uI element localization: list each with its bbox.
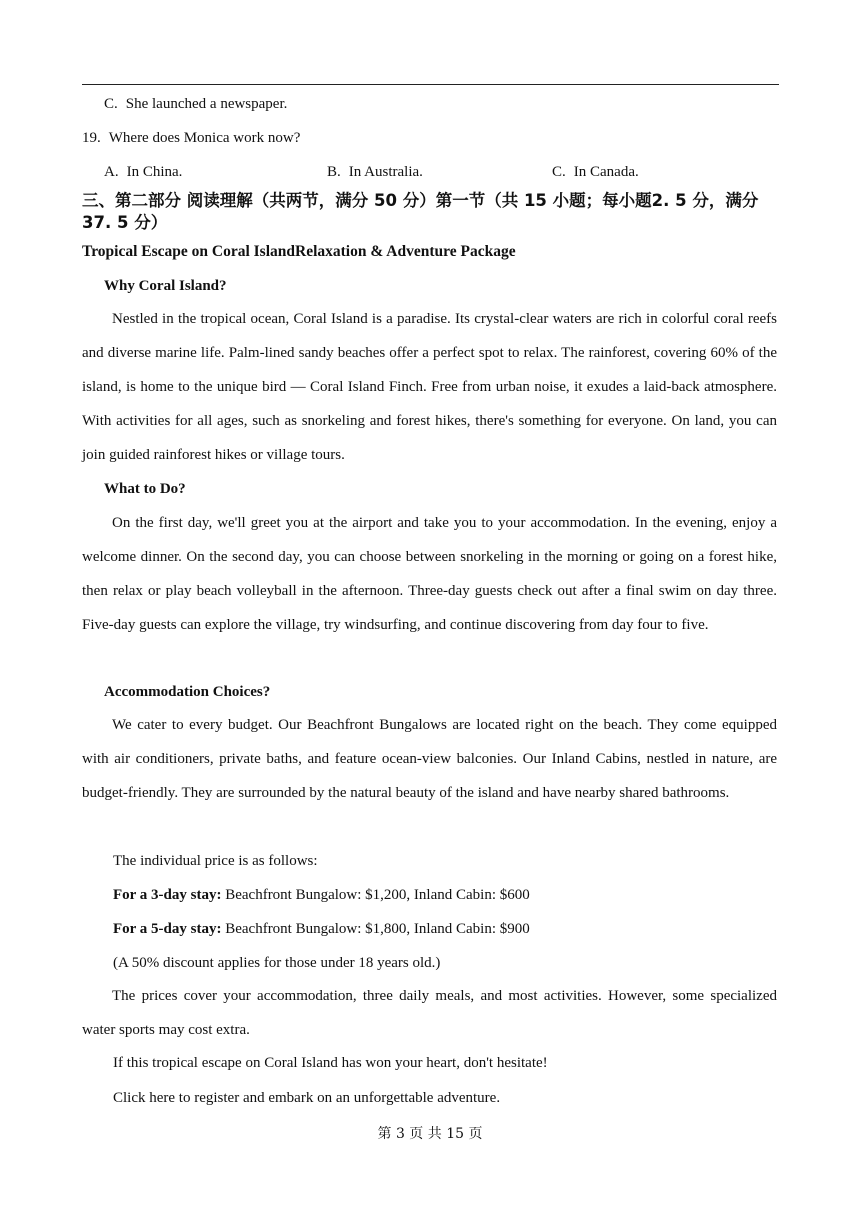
question-text: Where does Monica work now? xyxy=(108,130,301,146)
todo-paragraph: On the first day, we'll greet you at the airport and take you to your accommodation. In the evening, enjoy a welcome dinner. On the second day, you can choose between snorkeling in the morning or going on a forest hike, then relax or play beach volleyball in the afternoon. Three-day guests check out after a final swim on day three. Five-day guests can explore the village, try windsurfing, and continue discovering from day four to five. xyxy=(82,515,777,633)
discount-note: (A 50% discount applies for those under 18 years old.) xyxy=(113,955,441,971)
price-3day xyxy=(113,885,530,905)
article-title: Tropical Escape on Coral IslandRelaxation & Adventure Package xyxy=(82,243,516,260)
q19-option-a xyxy=(104,162,182,182)
q19-option-c xyxy=(552,162,639,182)
section-header-line1: 三、第二部分 阅读理解（共两节，满分 50 分）第一节（共 15 小题；每小题2. 5 分，满分 xyxy=(82,191,759,210)
header-rule xyxy=(82,84,779,85)
price-5day-label: For a 5-day stay: xyxy=(113,921,222,937)
q19-option-b xyxy=(327,162,423,182)
option-text: She launched a newspaper. xyxy=(125,96,288,112)
price-5day xyxy=(113,919,530,939)
option-label: C. xyxy=(552,164,566,180)
q18-option-c xyxy=(104,94,287,114)
section-header xyxy=(82,190,782,234)
option-text: In Canada. xyxy=(573,164,639,180)
option-label: A. xyxy=(104,164,119,180)
option-label: B. xyxy=(327,164,341,180)
option-text: In Australia. xyxy=(348,164,423,180)
option-text: In China. xyxy=(126,164,183,180)
price-intro: The individual price is as follows: xyxy=(113,853,318,869)
closing-line-1: If this tropical escape on Coral Island has won your heart, don't hesitate! xyxy=(113,1055,548,1071)
option-label: C. xyxy=(104,96,118,112)
todo-heading: What to Do? xyxy=(104,481,186,497)
why-paragraph: Nestled in the tropical ocean, Coral Island is a paradise. Its crystal-clear waters are rich in colorful coral reefs and diverse marine life. Palm-lined sandy beaches offer a perfect spot to relax. The rainforest, covering 60% of the island, is home to the unique bird — Coral Island Finch. Free from urban noise, it exudes a laid-back atmosphere. With activities for all ages, such as snorkeling and forest hikes, there's something for everyone. On land, you can join guided rainforest hikes or village tours. xyxy=(82,311,777,463)
price-5day-text: Beachfront Bungalow: $1,800, Inland Cabin: $900 xyxy=(221,921,530,937)
page-footer: 第 3 页 共 15 页 xyxy=(377,1126,483,1142)
price-3day-label: For a 3-day stay: xyxy=(113,887,222,903)
price-3day-text: Beachfront Bungalow: $1,200, Inland Cabin: $600 xyxy=(221,887,530,903)
section-header-line2: 37. 5 分） xyxy=(82,213,168,232)
why-heading: Why Coral Island? xyxy=(104,278,227,294)
q19-question xyxy=(82,128,300,148)
accom-heading: Accommodation Choices? xyxy=(104,684,271,700)
prices-cover-paragraph: The prices cover your accommodation, three daily meals, and most activities. However, some specialized water sports may cost extra. xyxy=(82,988,777,1038)
accom-paragraph: We cater to every budget. Our Beachfront Bungalows are located right on the beach. They come equipped with air conditioners, private baths, and feature ocean-view balconies. Our Inland Cabins, nestled in nature, are budget-friendly. They are surrounded by the natural beauty of the island and have nearby shared bathrooms. xyxy=(82,717,777,801)
closing-line-2: Click here to register and embark on an unforgettable adventure. xyxy=(113,1090,501,1106)
question-number: 19. xyxy=(82,130,101,146)
